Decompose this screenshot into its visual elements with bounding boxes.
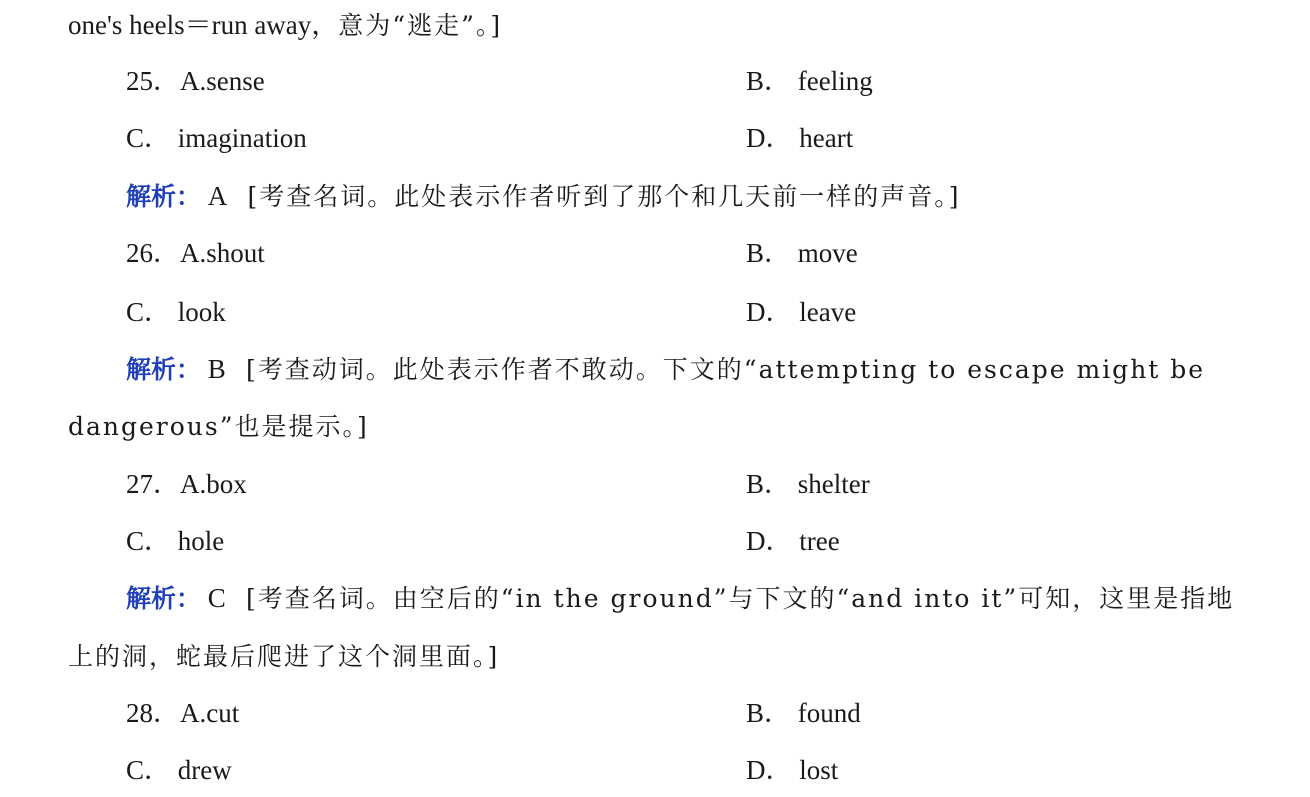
question-28-option-c: C． drew [126,755,232,785]
analysis-text: [考查名词。由空后的“in the ground”与下文的“and into it”可知，这里是指地 [246,584,1235,613]
option-a: A.box [180,469,247,499]
question-27-option-b: B． shelter [746,469,870,499]
question-number: 26． [126,238,180,268]
question-25-option-d: D． heart [746,123,854,153]
top-line-en: one's heels＝run away， [68,10,339,40]
option-a: A.sense [180,66,265,96]
analysis-text-cont: 上的洞，蛇最后爬进了这个洞里面。] [68,642,500,671]
question-25-option-c: C． imagination [126,123,307,153]
question-25-analysis [126,176,961,217]
question-26-option-b: B． move [746,238,858,268]
question-26-option-c: C． look [126,297,226,327]
question-number: 28． [126,698,180,728]
question-26-option-a [126,233,265,273]
analysis-label: 解析： [126,355,202,384]
question-25-option-b: B． feeling [746,66,873,96]
question-28-option-d: D． lost [746,755,839,785]
option-a: A.cut [180,698,240,728]
top-line [68,5,502,46]
question-25-option-a [126,61,265,101]
question-26-analysis-cont [68,406,369,447]
question-28-option-b: B． found [746,698,861,728]
question-number: 27． [126,469,180,499]
question-27-option-d: D． tree [746,526,840,556]
question-26-option-d: D． leave [746,297,857,327]
top-line-cn: 意为“逃走”。] [338,11,503,40]
question-27-option-c: C． hole [126,526,225,556]
analysis-label: 解析： [126,584,202,613]
analysis-answer: C [207,583,226,613]
analysis-text: [考查名词。此处表示作者听到了那个和几天前一样的声音。] [247,182,961,211]
option-a: A.shout [180,238,265,268]
question-26-analysis [126,349,1205,390]
question-27-analysis-cont [68,636,499,677]
question-27-option-a [126,464,247,504]
question-27-analysis [126,578,1234,619]
analysis-answer: B [207,354,226,384]
question-28-option-a [126,693,239,733]
analysis-text-cont: dangerous”也是提示。] [68,412,369,441]
question-number: 25． [126,66,180,96]
analysis-label: 解析： [126,182,202,211]
analysis-text: [考查动词。此处表示作者不敢动。下文的“attempting to escape might be [246,355,1206,384]
analysis-answer: A [207,181,228,211]
